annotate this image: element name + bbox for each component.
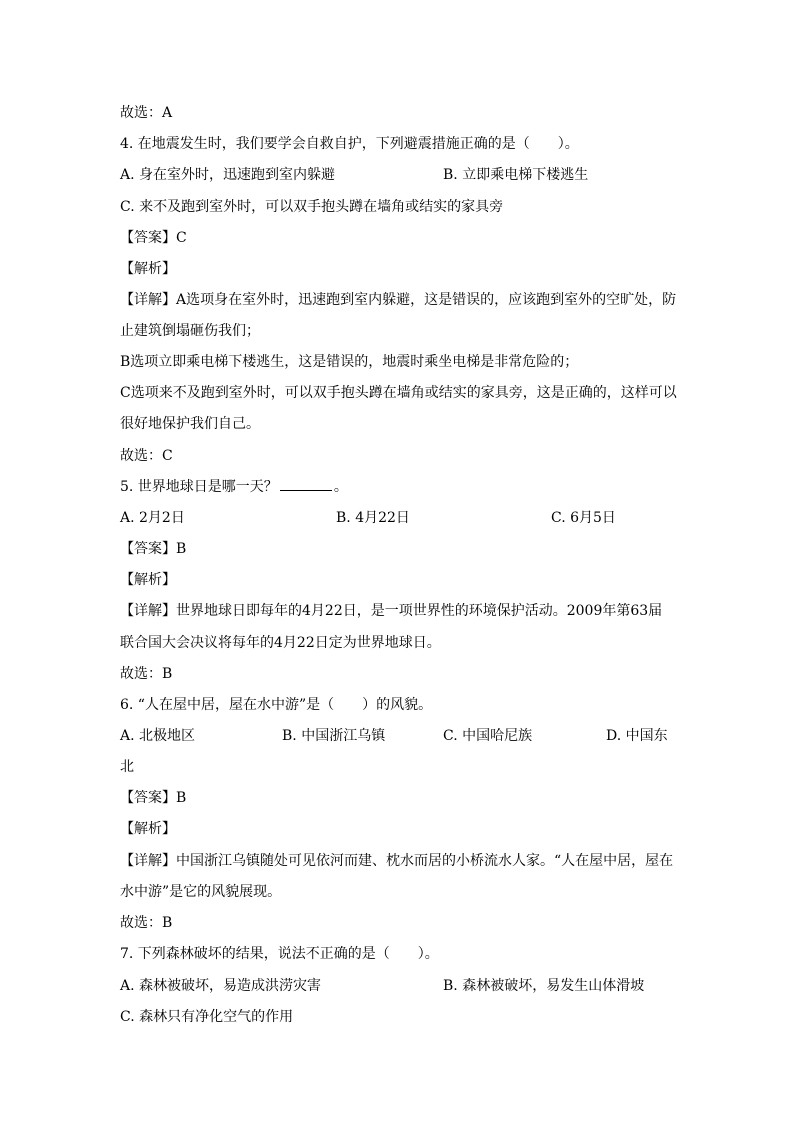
question-6-detail-line-2: 水中游”是它的风貌展现。	[120, 884, 282, 900]
question-4-answer: 【答案】C	[120, 230, 187, 246]
question-4-detail-line-2: 止建筑倒塌砸伤我们；	[120, 323, 260, 339]
question-5-detail-line-1: 【详解】世界地球日即每年的4月22日，是一项世界性的环境保护活动。2009年第63届	[120, 603, 663, 619]
question-6-option-b: B. 中国浙江乌镇	[282, 728, 386, 744]
question-5-stem	[120, 478, 348, 496]
question-4-detail-line-3: B选项立即乘电梯下楼逃生，这是错误的，地震时乘坐电梯是非常危险的；	[120, 354, 579, 370]
answer-select-3: 故选：A	[120, 105, 173, 121]
question-7-option-a: A. 森林被破坏，易造成洪涝灾害	[120, 978, 322, 994]
question-4-detail-line-1: 【详解】A选项身在室外时，迅速跑到室内躲避，这是错误的，应该跑到室外的空旷处，防	[120, 292, 677, 308]
question-5-stem-end: 。	[333, 479, 348, 495]
question-5-stem-text: 5. 世界地球日是哪一天？	[120, 479, 278, 495]
question-4-analysis-heading: 【解析】	[120, 261, 176, 277]
question-4-option-a: A. 身在室外时，迅速跑到室内躲避	[120, 167, 336, 183]
question-5-answer: 【答案】B	[120, 541, 187, 557]
question-4-detail-line-4: C选项来不及跑到室外时，可以双手抱头蹲在墙角或结实的家具旁，这是正确的，这样可以	[120, 385, 677, 401]
question-7-option-b: B. 森林被破坏，易发生山体滑坡	[443, 978, 645, 994]
question-5-option-b: B. 4月22日	[336, 510, 410, 526]
question-5-detail-line-2: 联合国大会决议将每年的4月22日定为世界地球日。	[120, 635, 441, 651]
question-6-detail-line-1: 【详解】中国浙江乌镇随处可见依河而建、枕水而居的小桥流水人家。“人在屋中居，屋在	[120, 853, 674, 869]
question-5-option-c: C. 6月5日	[551, 510, 616, 526]
question-4-stem: 4. 在地震发生时，我们要学会自救自护，下列避震措施正确的是（ ）。	[120, 136, 579, 152]
question-6-option-c: C. 中国哈尼族	[443, 728, 533, 744]
question-4-option-c: C. 来不及跑到室外时，可以双手抱头蹲在墙角或结实的家具旁	[120, 199, 504, 215]
question-4-select: 故选：C	[120, 448, 173, 464]
question-7-stem: 7. 下列森林破坏的结果，说法不正确的是（ ）。	[120, 946, 439, 962]
question-4-option-b: B. 立即乘电梯下楼逃生	[443, 167, 589, 183]
question-5-analysis-heading: 【解析】	[120, 572, 176, 588]
question-4-detail-line-5: 很好地保护我们自己。	[120, 416, 260, 432]
question-5-select: 故选：B	[120, 666, 173, 682]
answer-blank	[280, 478, 332, 491]
question-6-select: 故选：B	[120, 915, 173, 931]
question-6-option-d: D. 中国东	[606, 728, 668, 744]
question-6-option-d-wrap: 北	[120, 759, 134, 775]
question-6-stem: 6. “人在屋中居，屋在水中游”是（ ）的风貌。	[120, 697, 433, 713]
question-5-option-a: A. 2月2日	[120, 510, 185, 526]
question-6-analysis-heading: 【解析】	[120, 821, 176, 837]
question-6-answer: 【答案】B	[120, 790, 187, 806]
question-6-option-a: A. 北极地区	[120, 728, 196, 744]
question-7-option-c: C. 森林只有净化空气的作用	[120, 1009, 294, 1025]
